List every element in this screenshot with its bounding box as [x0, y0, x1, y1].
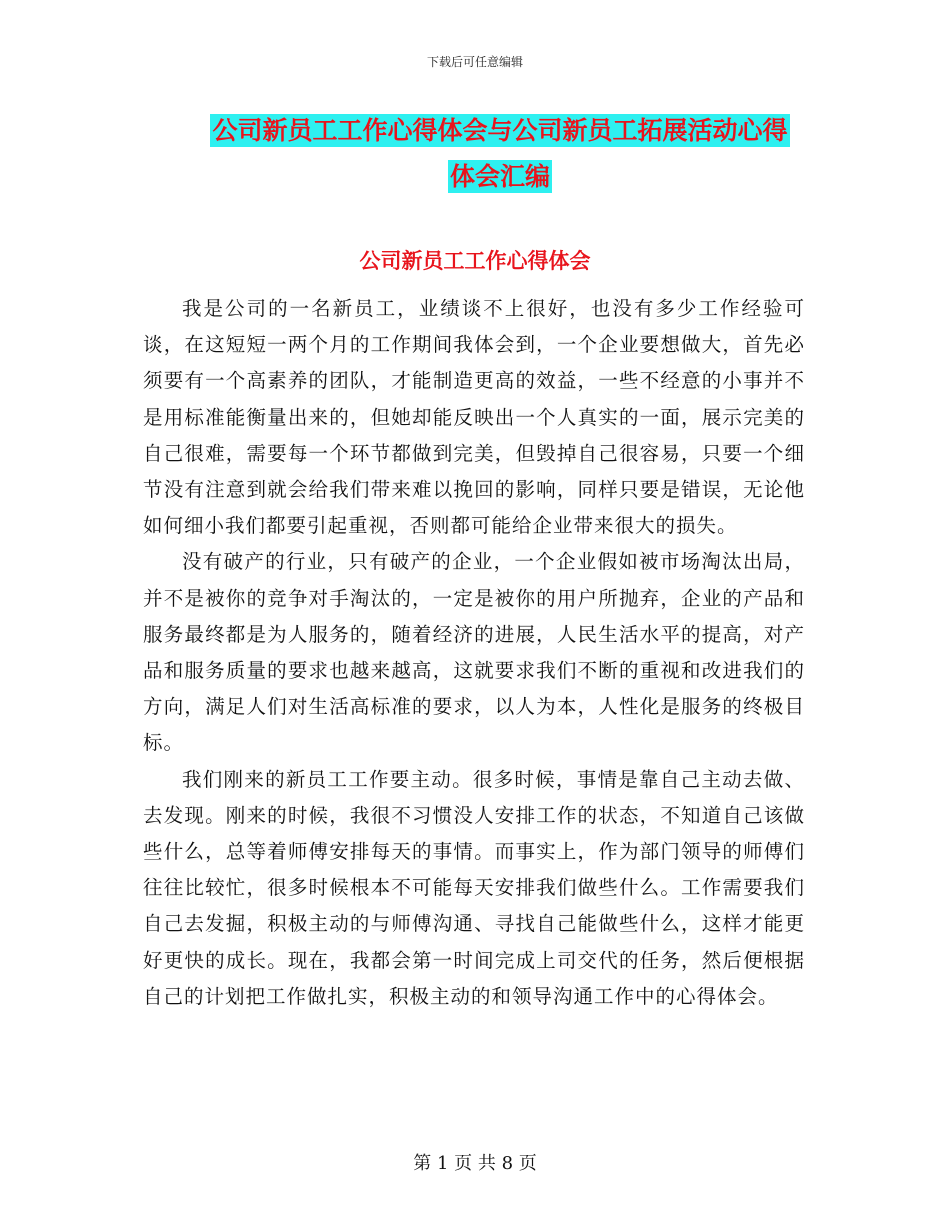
document-title-line-1: 公司新员工工作心得体会与公司新员工拓展活动心得: [212, 116, 788, 145]
document-title-line-2: 体会汇编: [449, 162, 550, 191]
page-header-note: 下载后可任意编辑: [426, 55, 523, 69]
body-paragraph-3: 我们刚来的新员工工作要主动。很多时候，事情是靠自己主动去做、去发现。刚来的时候，我很不习惯没人安排工作的状态，不知道自己该做些什么，总等着师傅安排每天的事情。而事实上，作为部门领导的师傅们往往比较忙，很多时候根本不可能每天安排我们做些什么。工作需要我们自己去发掘，积极主动的与师傅沟通、寻找自己能做些什么，这样才能更好更快的成长。现在，我都会第一时间完成上司交代的任务，然后便根据自己的计划把工作做扎实，积极主动的和领导沟通工作中的心得体会。: [143, 767, 805, 1008]
document-title: [190, 108, 810, 200]
body-paragraph-2: 没有破产的行业，只有破产的企业，一个企业假如被市场淘汰出局，并不是被你的竞争对手淘汰的，一定是被你的用户所抛弃，企业的产品和服务最终都是为人服务的，随着经济的进展，人民生活水平的提高，对产品和服务质量的要求也越来越高，这就要求我们不断的重视和改进我们的方向，满足人们对生活高标准的要求，以人为本，人性化是服务的终极目标。: [143, 550, 805, 755]
page-number-footer: 第 1 页 共 8 页: [413, 1153, 537, 1174]
body-paragraph-1: 我是公司的一名新员工，业绩谈不上很好，也没有多少工作经验可谈，在这短短一两个月的工作期间我体会到，一个企业要想做大，首先必须要有一个高素养的团队，才能制造更高的效益，一些不经意的小事并不是用标准能衡量出来的，但她却能反映出一个人真实的一面，展示完美的自己很难，需要每一个环节都做到完美，但毁掉自己很容易，只要一个细节没有注意到就会给我们带来难以挽回的影响，同样只要是错误，无论他如何细小我们都要引起重视，否则都可能给企业带来很大的损失。: [143, 297, 805, 538]
section-title: 公司新员工工作心得体会: [359, 249, 591, 273]
document-body: [143, 291, 805, 1015]
